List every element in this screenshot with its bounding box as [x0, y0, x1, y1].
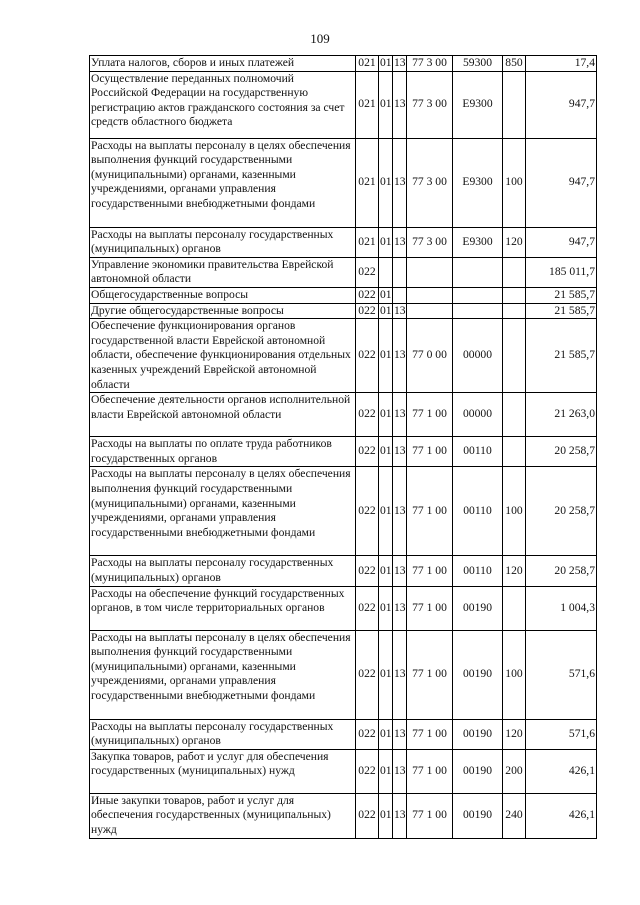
table-body — [90, 56, 597, 839]
row-name: Расходы на выплаты по оплате труда работников государственных органов — [90, 437, 356, 467]
expense-type-code: 120 — [503, 556, 526, 586]
expense-code: 00110 — [453, 437, 503, 467]
amount: 20 258,7 — [526, 437, 597, 467]
row-name: Расходы на выплаты персоналу в целях обеспечения выполнения функций государственными (муниципальными) органами, казенными учреждениями, органами управления государственными внебюджетными фондами — [90, 630, 356, 719]
program-code: 77 1 00 — [407, 630, 453, 719]
expense-code: 00190 — [453, 749, 503, 793]
row-name: Иные закупки товаров, работ и услуг для обеспечения государственных (муниципальных) нужд — [90, 793, 356, 838]
amount: 17,4 — [526, 56, 597, 72]
ministry-code: 021 — [356, 56, 379, 72]
amount: 947,7 — [526, 138, 597, 227]
program-code: 77 1 00 — [407, 719, 453, 749]
ministry-code: 021 — [356, 71, 379, 138]
program-code — [407, 303, 453, 319]
expense-type-code — [503, 586, 526, 630]
program-code: 77 0 00 — [407, 319, 453, 393]
program-code: 77 1 00 — [407, 586, 453, 630]
subsection-code: 13 — [393, 56, 407, 72]
table-row — [90, 257, 597, 287]
row-name: Расходы на выплаты персоналу в целях обеспечения выполнения функций государственными (муниципальными) органами, казенными учреждениями, органами управления государственными внебюджетными фондами — [90, 467, 356, 556]
expense-code: 00000 — [453, 319, 503, 393]
section-code: 01 — [379, 719, 393, 749]
expense-type-code — [503, 257, 526, 287]
amount: 21 263,0 — [526, 393, 597, 437]
expense-type-code: 200 — [503, 749, 526, 793]
section-code: 01 — [379, 586, 393, 630]
section-code: 01 — [379, 319, 393, 393]
expense-code: 00110 — [453, 467, 503, 556]
program-code: 77 1 00 — [407, 437, 453, 467]
table-row — [90, 749, 597, 793]
ministry-code: 022 — [356, 556, 379, 586]
amount: 571,6 — [526, 630, 597, 719]
subsection-code: 13 — [393, 749, 407, 793]
table-row — [90, 56, 597, 72]
table-row — [90, 71, 597, 138]
subsection-code: 13 — [393, 630, 407, 719]
expense-code: 00190 — [453, 793, 503, 838]
row-name: Общегосударственные вопросы — [90, 287, 356, 303]
amount: 21 585,7 — [526, 319, 597, 393]
expense-type-code: 120 — [503, 227, 526, 257]
table-row — [90, 287, 597, 303]
row-name: Другие общегосударственные вопросы — [90, 303, 356, 319]
expense-code: Е9300 — [453, 138, 503, 227]
section-code: 01 — [379, 556, 393, 586]
expense-type-code — [503, 71, 526, 138]
amount: 426,1 — [526, 749, 597, 793]
section-code: 01 — [379, 287, 393, 303]
amount: 571,6 — [526, 719, 597, 749]
ministry-code: 021 — [356, 227, 379, 257]
subsection-code: 13 — [393, 227, 407, 257]
row-name: Расходы на выплаты персоналу в целях обеспечения выполнения функций государственными (муниципальными) органами, казенными учреждениями, органами управления государственными внебюджетными фондами — [90, 138, 356, 227]
ministry-code: 022 — [356, 586, 379, 630]
expense-type-code — [503, 319, 526, 393]
subsection-code: 13 — [393, 138, 407, 227]
ministry-code: 022 — [356, 467, 379, 556]
section-code: 01 — [379, 467, 393, 556]
section-code: 01 — [379, 749, 393, 793]
table-row — [90, 393, 597, 437]
program-code: 77 1 00 — [407, 793, 453, 838]
amount: 21 585,7 — [526, 287, 597, 303]
subsection-code — [393, 257, 407, 287]
row-name: Управление экономики правительства Еврейской автономной области — [90, 257, 356, 287]
ministry-code: 022 — [356, 630, 379, 719]
table-row — [90, 303, 597, 319]
ministry-code: 022 — [356, 303, 379, 319]
table-row — [90, 319, 597, 393]
section-code — [379, 257, 393, 287]
program-code: 77 1 00 — [407, 467, 453, 556]
ministry-code: 022 — [356, 257, 379, 287]
program-code: 77 1 00 — [407, 393, 453, 437]
subsection-code: 13 — [393, 586, 407, 630]
row-name: Расходы на выплаты персоналу государственных (муниципальных) органов — [90, 556, 356, 586]
section-code: 01 — [379, 138, 393, 227]
ministry-code: 022 — [356, 393, 379, 437]
table-row — [90, 719, 597, 749]
program-code: 77 3 00 — [407, 227, 453, 257]
amount: 21 585,7 — [526, 303, 597, 319]
subsection-code: 13 — [393, 437, 407, 467]
expense-code — [453, 257, 503, 287]
expense-code: 00000 — [453, 393, 503, 437]
row-name: Расходы на выплаты персоналу государственных (муниципальных) органов — [90, 227, 356, 257]
expense-code: 00190 — [453, 586, 503, 630]
subsection-code: 13 — [393, 793, 407, 838]
amount: 426,1 — [526, 793, 597, 838]
subsection-code: 13 — [393, 71, 407, 138]
row-name: Расходы на обеспечение функций государственных органов, в том числе территориальных органов — [90, 586, 356, 630]
table-row — [90, 437, 597, 467]
table-row — [90, 556, 597, 586]
section-code: 01 — [379, 393, 393, 437]
row-name: Расходы на выплаты персоналу государственных (муниципальных) органов — [90, 719, 356, 749]
table-row — [90, 227, 597, 257]
ministry-code: 022 — [356, 719, 379, 749]
ministry-code: 022 — [356, 793, 379, 838]
ministry-code: 022 — [356, 437, 379, 467]
row-name: Осуществление переданных полномочий Российской Федерации на государственную регистрацию актов гражданского состояния за счет средств областного бюджета — [90, 71, 356, 138]
expense-code: Е9300 — [453, 227, 503, 257]
expense-type-code — [503, 437, 526, 467]
expense-code: 00190 — [453, 719, 503, 749]
amount: 20 258,7 — [526, 556, 597, 586]
expense-code — [453, 287, 503, 303]
expense-type-code: 120 — [503, 719, 526, 749]
section-code: 01 — [379, 56, 393, 72]
subsection-code: 13 — [393, 319, 407, 393]
amount: 947,7 — [526, 227, 597, 257]
section-code: 01 — [379, 437, 393, 467]
row-name: Обеспечение деятельности органов исполнительной власти Еврейской автономной области — [90, 393, 356, 437]
table-row — [90, 586, 597, 630]
subsection-code: 13 — [393, 719, 407, 749]
ministry-code: 022 — [356, 749, 379, 793]
program-code: 77 1 00 — [407, 556, 453, 586]
page-number: 109 — [310, 31, 330, 46]
table-row — [90, 467, 597, 556]
expense-code: 00110 — [453, 556, 503, 586]
expense-code: 00190 — [453, 630, 503, 719]
subsection-code: 13 — [393, 393, 407, 437]
subsection-code: 13 — [393, 303, 407, 319]
amount: 1 004,3 — [526, 586, 597, 630]
program-code: 77 3 00 — [407, 71, 453, 138]
subsection-code: 13 — [393, 556, 407, 586]
ministry-code: 022 — [356, 287, 379, 303]
expense-type-code: 100 — [503, 138, 526, 227]
expense-type-code: 100 — [503, 467, 526, 556]
ministry-code: 021 — [356, 138, 379, 227]
expense-code: Е9300 — [453, 71, 503, 138]
section-code: 01 — [379, 793, 393, 838]
table-row — [90, 630, 597, 719]
expense-type-code — [503, 303, 526, 319]
expense-code: 59300 — [453, 56, 503, 72]
budget-table — [89, 55, 597, 839]
subsection-code: 13 — [393, 467, 407, 556]
section-code: 01 — [379, 303, 393, 319]
program-code: 77 1 00 — [407, 749, 453, 793]
program-code: 77 3 00 — [407, 138, 453, 227]
row-name: Закупка товаров, работ и услуг для обеспечения государственных (муниципальных) нужд — [90, 749, 356, 793]
row-name: Обеспечение функционирования органов государственной власти Еврейской автономной области, обеспечение функционирования отдельных казенных учреждений Еврейской автономной области — [90, 319, 356, 393]
expense-type-code: 850 — [503, 56, 526, 72]
program-code — [407, 287, 453, 303]
expense-type-code: 100 — [503, 630, 526, 719]
subsection-code — [393, 287, 407, 303]
program-code: 77 3 00 — [407, 56, 453, 72]
table-row — [90, 793, 597, 838]
section-code: 01 — [379, 71, 393, 138]
section-code: 01 — [379, 227, 393, 257]
expense-type-code — [503, 287, 526, 303]
amount: 947,7 — [526, 71, 597, 138]
row-name: Уплата налогов, сборов и иных платежей — [90, 56, 356, 72]
table-row — [90, 138, 597, 227]
amount: 20 258,7 — [526, 467, 597, 556]
ministry-code: 022 — [356, 319, 379, 393]
expense-type-code — [503, 393, 526, 437]
program-code — [407, 257, 453, 287]
section-code: 01 — [379, 630, 393, 719]
expense-type-code: 240 — [503, 793, 526, 838]
amount: 185 011,7 — [526, 257, 597, 287]
expense-code — [453, 303, 503, 319]
